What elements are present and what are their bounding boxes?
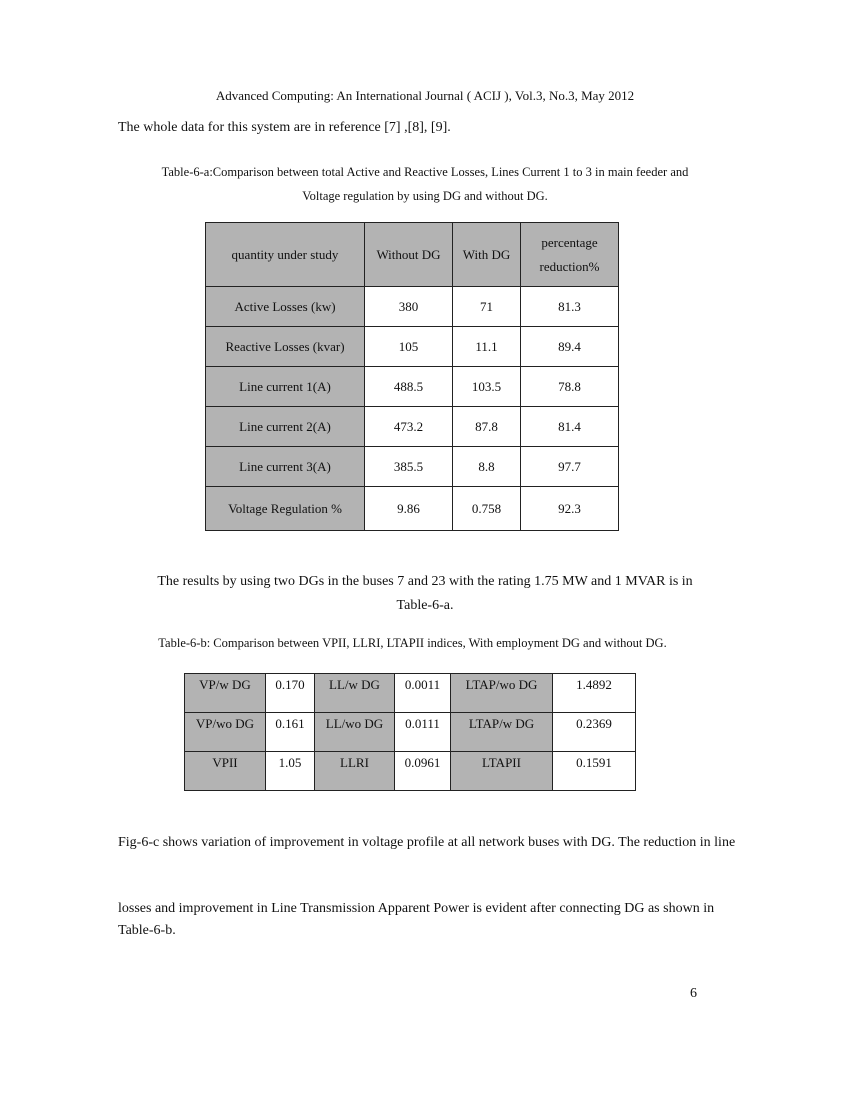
table-a-header-quantity: quantity under study <box>206 223 365 287</box>
table-a-header-reduction <box>521 223 619 287</box>
vp-label: VP/wo DG <box>185 713 266 752</box>
cell-with-dg: 103.5 <box>453 367 521 407</box>
cell-reduction: 78.8 <box>521 367 619 407</box>
ltap-label: LTAPII <box>451 752 553 791</box>
ltap-value: 0.1591 <box>553 752 636 791</box>
table-a-header-with-dg: With DG <box>453 223 521 287</box>
row-label: Line current 2(A) <box>206 407 365 447</box>
cell-without-dg: 105 <box>365 327 453 367</box>
cell-reduction: 81.4 <box>521 407 619 447</box>
row-label: Reactive Losses (kvar) <box>206 327 365 367</box>
fig-paragraph-2: losses and improvement in Line Transmission Apparent Power is evident after connecting DG as shown in Table-6-b. <box>118 901 715 938</box>
results-paragraph <box>110 570 740 618</box>
table-a-header-row <box>206 223 619 287</box>
table-row <box>206 287 619 327</box>
table-b <box>184 673 636 791</box>
cell-reduction: 97.7 <box>521 447 619 487</box>
cell-with-dg: 8.8 <box>453 447 521 487</box>
page-number: 6 <box>690 986 697 1001</box>
table-row <box>185 674 636 713</box>
cell-without-dg: 385.5 <box>365 447 453 487</box>
table-b-caption: Table-6-b: Comparison between VPII, LLRI, LTAPII indices, With employment DG and without DG. <box>158 636 667 650</box>
cell-with-dg: 87.8 <box>453 407 521 447</box>
row-label: Voltage Regulation % <box>206 487 365 531</box>
row-label: Active Losses (kw) <box>206 287 365 327</box>
results-line1: The results by using two DGs in the buses 7 and 23 with the rating 1.75 MW and 1 MVAR is in <box>157 574 693 589</box>
ll-label: LL/w DG <box>315 674 395 713</box>
ll-label: LL/wo DG <box>315 713 395 752</box>
cell-with-dg: 0.758 <box>453 487 521 531</box>
results-line2: Table-6-a. <box>396 598 454 613</box>
fig-paragraph-1: Fig-6-c shows variation of improvement in voltage profile at all network buses with DG. The reduction in line <box>118 835 736 850</box>
cell-with-dg: 11.1 <box>453 327 521 367</box>
table-a-caption <box>110 160 740 208</box>
ltap-value: 1.4892 <box>553 674 636 713</box>
ll-label: LLRI <box>315 752 395 791</box>
cell-without-dg: 380 <box>365 287 453 327</box>
table-a-caption-line1: Table-6-a:Comparison between total Active and Reactive Losses, Lines Current 1 to 3 in main feeder and <box>161 165 689 179</box>
ll-value: 0.0961 <box>395 752 451 791</box>
cell-reduction: 89.4 <box>521 327 619 367</box>
cell-without-dg: 473.2 <box>365 407 453 447</box>
row-label: Line current 3(A) <box>206 447 365 487</box>
ltap-label: LTAP/w DG <box>451 713 553 752</box>
cell-reduction: 92.3 <box>521 487 619 531</box>
table-row <box>206 367 619 407</box>
cell-without-dg: 9.86 <box>365 487 453 531</box>
table-row <box>206 487 619 531</box>
journal-header: Advanced Computing: An International Journal ( ACIJ ), Vol.3, No.3, May 2012 <box>215 88 635 103</box>
cell-without-dg: 488.5 <box>365 367 453 407</box>
intro-paragraph: The whole data for this system are in reference [7] ,[8], [9]. <box>118 120 451 135</box>
table-row <box>206 327 619 367</box>
ll-value: 0.0111 <box>395 713 451 752</box>
row-label: Line current 1(A) <box>206 367 365 407</box>
table-row <box>206 407 619 447</box>
table-a <box>205 222 619 531</box>
vp-value: 0.170 <box>266 674 315 713</box>
vp-value: 1.05 <box>266 752 315 791</box>
table-a-caption-line2: Voltage regulation by using DG and without DG. <box>302 189 548 203</box>
table-a-header-without-dg: Without DG <box>365 223 453 287</box>
cell-reduction: 81.3 <box>521 287 619 327</box>
cell-with-dg: 71 <box>453 287 521 327</box>
ltap-value: 0.2369 <box>553 713 636 752</box>
table-row <box>185 713 636 752</box>
table-a-header-reduction-line1: percentage <box>541 234 598 250</box>
vp-label: VPII <box>185 752 266 791</box>
ltap-label: LTAP/wo DG <box>451 674 553 713</box>
table-a-header-reduction-line2: reduction% <box>539 258 600 274</box>
table-row <box>206 447 619 487</box>
vp-value: 0.161 <box>266 713 315 752</box>
ll-value: 0.0011 <box>395 674 451 713</box>
vp-label: VP/w DG <box>185 674 266 713</box>
table-row <box>185 752 636 791</box>
